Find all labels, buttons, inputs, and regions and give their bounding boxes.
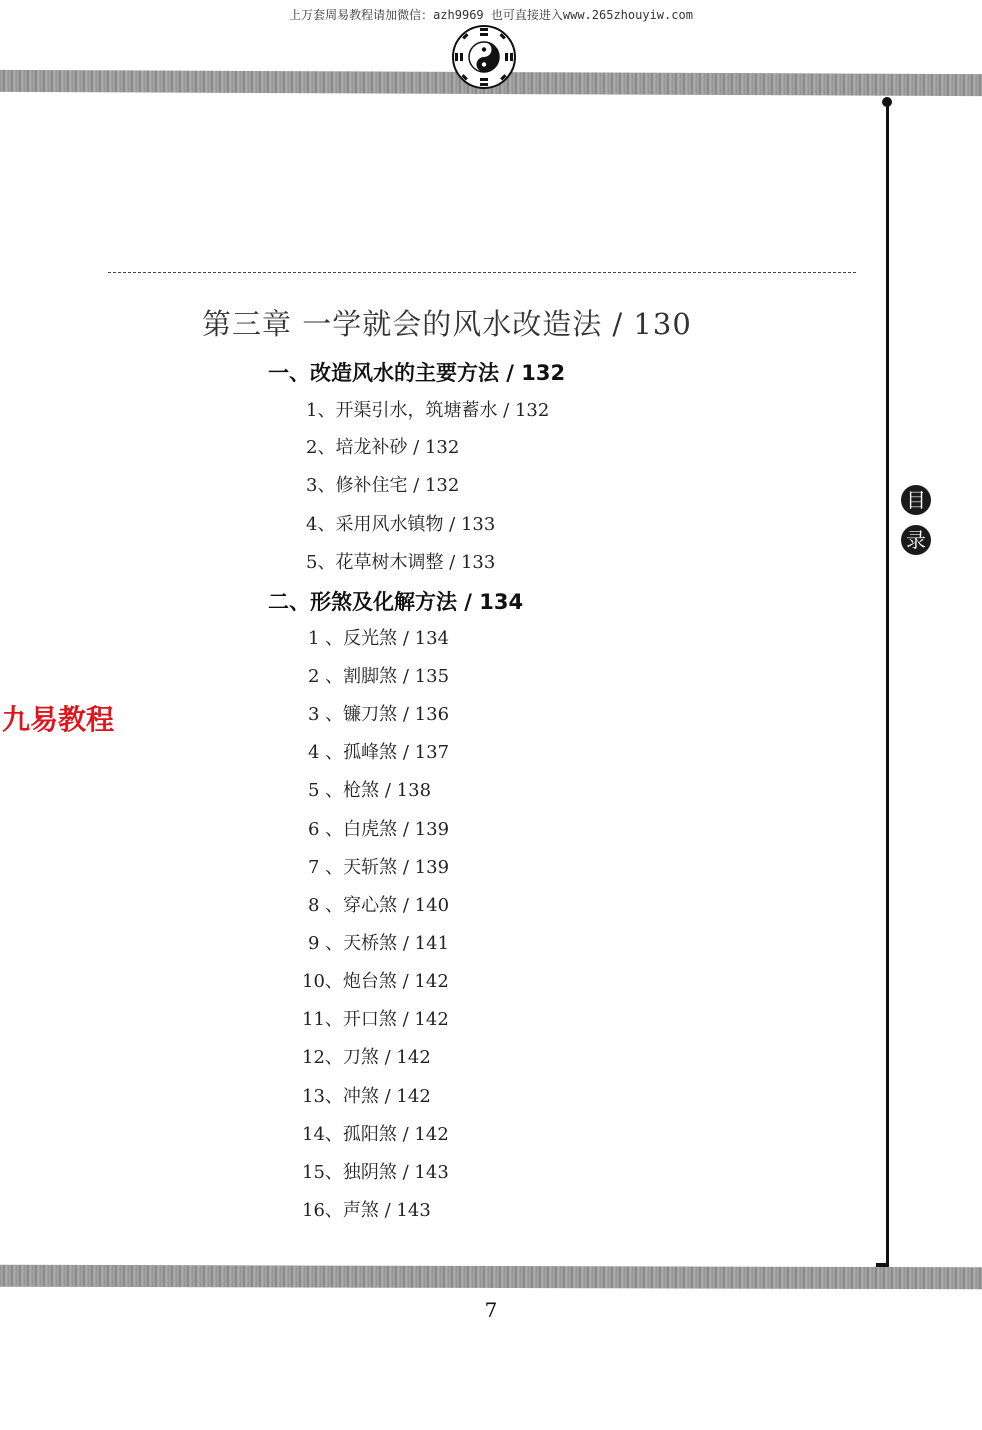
header-contact-note: 上万套周易教程请加微信：azh9969 也可直接进入www.265zhouyiw.com (289, 8, 693, 22)
toc-entry: 4、采用风水镇物 / 133 (306, 514, 496, 535)
toc-entry: 1、开渠引水，筑塘蓄水 / 132 (306, 400, 550, 421)
bagua-taiji-icon (449, 22, 519, 92)
toc-entry: 14、孤阳煞 / 142 (302, 1124, 449, 1145)
side-tab-char-1: 目 (901, 485, 931, 515)
toc-entry: 4 、孤峰煞 / 137 (308, 742, 450, 763)
vertical-rule (886, 103, 889, 1269)
toc-entry: 10、炮台煞 / 142 (302, 971, 449, 992)
toc-entry: 5 、枪煞 / 138 (308, 780, 432, 801)
toc-entry: 13、冲煞 / 142 (302, 1086, 431, 1107)
toc-entry: 16、声煞 / 143 (302, 1200, 431, 1221)
toc-entry: 7 、天斩煞 / 139 (308, 857, 450, 878)
toc-entry: 8 、穿心煞 / 140 (308, 895, 450, 916)
toc-entry: 12、刀煞 / 142 (302, 1047, 431, 1068)
toc-entry: 9 、天桥煞 / 141 (308, 933, 450, 954)
section-heading-2: 二、形煞及化解方法 / 134 (268, 590, 524, 614)
toc-entry: 15、独阴煞 / 143 (302, 1162, 449, 1183)
toc-entry: 3 、镰刀煞 / 136 (308, 704, 450, 725)
toc-entry: 11、开口煞 / 142 (302, 1009, 449, 1030)
page-number: 7 (484, 1298, 498, 1322)
toc-entry: 2、培龙补砂 / 132 (306, 437, 460, 458)
side-tab-char-2: 录 (901, 525, 931, 555)
toc-entry: 5、花草树木调整 / 133 (306, 552, 496, 573)
watermark-label: 九易教程 (2, 703, 115, 736)
chapter-title: 第三章 一学就会的风水改造法 / 130 (202, 307, 692, 341)
bottom-decorative-band (0, 1265, 982, 1290)
toc-entry: 6 、白虎煞 / 139 (308, 819, 450, 840)
section-heading-1: 一、改造风水的主要方法 / 132 (268, 361, 566, 385)
toc-entry: 2 、割脚煞 / 135 (308, 666, 450, 687)
dashed-divider (108, 272, 856, 273)
toc-entry: 1 、反光煞 / 134 (308, 628, 450, 649)
toc-entry: 3、修补住宅 / 132 (306, 475, 460, 496)
